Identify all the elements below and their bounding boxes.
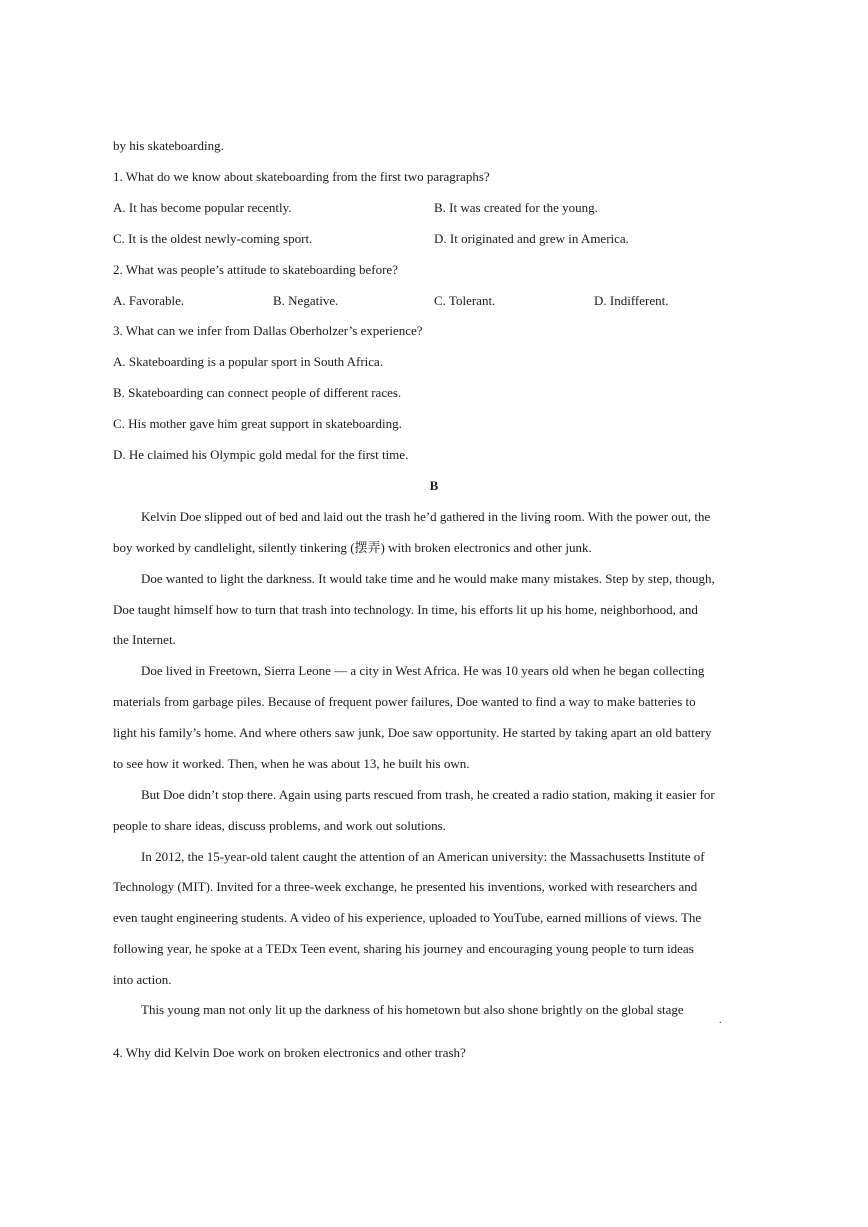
passage-line: materials from garbage piles. Because of frequent power failures, Doe wanted to find a way to make batteries to [113, 694, 696, 709]
question-3-option-c: C. His mother gave him great support in skateboarding. [113, 416, 402, 431]
passage-line: the Internet. [113, 632, 176, 647]
question-3-option-b: B. Skateboarding can connect people of different races. [113, 385, 402, 400]
passage-line: light his family’s home. And where others saw junk, Doe saw opportunity. He started by taking apart an old battery [113, 725, 712, 740]
question-2-option-a: A. Favorable. [113, 293, 185, 308]
question-3-option-d: D. He claimed his Olympic gold medal for the first time. [113, 447, 409, 462]
question-2-option-d: D. Indifferent. [594, 293, 669, 308]
question-1-option-b: B. It was created for the young. [434, 200, 598, 215]
passage-line: Doe lived in Freetown, Sierra Leone — a city in West Africa. He was 10 years old when he began collecting [141, 663, 705, 678]
question-1-option-a: A. It has become popular recently. [113, 200, 292, 215]
trailing-period: . [719, 1015, 722, 1026]
question-3-stem: 3. What can we infer from Dallas Oberholzer’s experience? [113, 323, 423, 338]
question-1-option-d: D. It originated and grew in America. [434, 231, 629, 246]
passage-line: Kelvin Doe slipped out of bed and laid out the trash he’d gathered in the living room. With the power out, the [141, 509, 711, 524]
passage-line: into action. [113, 972, 172, 987]
question-2-option-c: C. Tolerant. [434, 293, 496, 308]
passage-line: But Doe didn’t stop there. Again using parts rescued from trash, he created a radio station, making it easier for [141, 787, 715, 802]
continuation-text: by his skateboarding. [113, 138, 224, 153]
question-4-stem: 4. Why did Kelvin Doe work on broken electronics and other trash? [113, 1045, 466, 1060]
passage-line: Technology (MIT). Invited for a three-week exchange, he presented his inventions, worked with researchers and [113, 879, 698, 894]
question-2-stem: 2. What was people’s attitude to skateboarding before? [113, 262, 398, 277]
passage-line: In 2012, the 15-year-old talent caught the attention of an American university: the Massachusetts Institute of [141, 849, 705, 864]
passage-line: even taught engineering students. A video of his experience, uploaded to YouTube, earned millions of views. The [113, 910, 702, 925]
question-1-option-c: C. It is the oldest newly-coming sport. [113, 231, 313, 246]
passage-line: boy worked by candlelight, silently tinkering (摆弄) with broken electronics and other junk. [113, 540, 592, 555]
question-1-stem: 1. What do we know about skateboarding from the first two paragraphs? [113, 169, 490, 184]
question-3-option-a: A. Skateboarding is a popular sport in South Africa. [113, 354, 384, 369]
passage-line: Doe wanted to light the darkness. It would take time and he would make many mistakes. Step by step, though, [141, 571, 715, 586]
passage-line: following year, he spoke at a TEDx Teen event, sharing his journey and encouraging young people to turn ideas [113, 941, 694, 956]
passage-line: Doe taught himself how to turn that trash into technology. In time, his efforts lit up his home, neighborhood, and [113, 602, 698, 617]
passage-line: people to share ideas, discuss problems, and work out solutions. [113, 818, 446, 833]
question-2-option-b: B. Negative. [273, 293, 339, 308]
passage-line: This young man not only lit up the darkness of his hometown but also shone brightly on the global stage [141, 1002, 684, 1017]
passage-line: to see how it worked. Then, when he was about 13, he built his own. [113, 756, 470, 771]
section-b-heading: B [429, 478, 439, 493]
